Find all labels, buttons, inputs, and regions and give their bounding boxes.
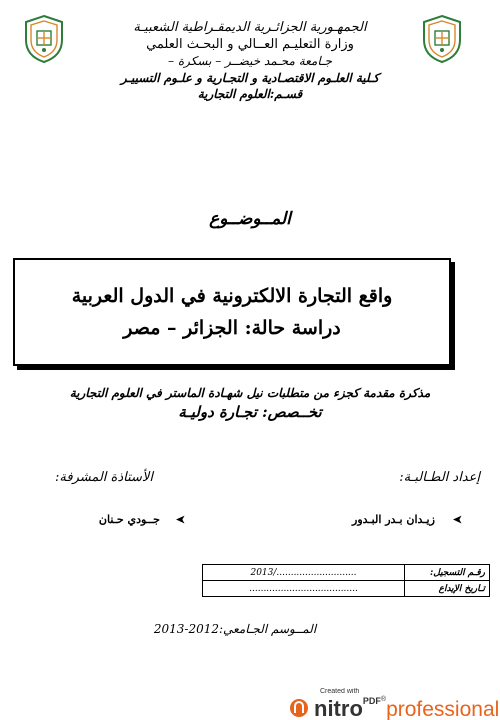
academic-year: المــوسم الجـامعي:2012-2013 (153, 622, 317, 636)
arrow-bullet-icon: ➤ (175, 513, 185, 526)
deposit-date-label: تـاريخ الإيداع (405, 581, 490, 597)
registration-table (202, 564, 490, 597)
deposit-date-value: ...................................... (203, 581, 405, 597)
watermark-created-with: Created with (320, 688, 360, 695)
thesis-title-box (13, 258, 451, 366)
nitro-edition: professional (386, 698, 500, 720)
student-label: إعداد الطـالبـة: (399, 470, 480, 485)
nitro-wordmark (314, 696, 499, 720)
university-name: جـامعة محـمد خيضــر – بسكرة – (168, 54, 332, 68)
topic-label: المــوضــوع (209, 209, 291, 229)
thesis-purpose: مذكرة مقدمة كجزء من متطلبات نيل شهـادة الماستر في العلوم التجارية (69, 386, 431, 400)
supervisor-name: جــودي حـنان (98, 513, 160, 526)
registration-number-label: رقـم التسجيل: (405, 565, 490, 581)
nitro-brand: nitro (314, 696, 363, 720)
department-name: قسـم:العلوم التجارية (197, 87, 303, 101)
student-name: زيـدان بـدر البـدور (352, 513, 435, 526)
thesis-specialty: تخــصص: تجـارة دوليـة (178, 403, 322, 421)
thesis-title-line1: واقع التجارة الالكترونية في الدول العربية (71, 285, 393, 307)
republic-name: الجمهـورية الجزائـرية الديمقـراطية الشعبيـة (133, 20, 367, 35)
nitro-reg-mark: ® (380, 696, 387, 703)
institution-header (60, 20, 440, 103)
thesis-title-line2: دراسة حالة: الجزائر – مصر (123, 317, 341, 339)
nitro-watermark (270, 688, 500, 720)
supervisor-label: الأستاذة المشرفة: (55, 470, 153, 485)
faculty-name: كـلية العلـوم الاقتصـادية و التجـارية و علـوم التسييـر (120, 70, 380, 85)
ministry-name: وزارة التعليـم العــالي و البحـث العلمي (146, 36, 354, 52)
table-row (203, 565, 490, 581)
nitro-pdf: PDF (362, 696, 381, 706)
registration-number-value: ............................/2013 (203, 565, 405, 581)
supervisor-name-row (99, 513, 185, 526)
nitro-logo-icon (290, 699, 308, 717)
table-row (203, 581, 490, 597)
student-name-row (352, 513, 462, 526)
arrow-bullet-icon: ➤ (452, 513, 462, 526)
